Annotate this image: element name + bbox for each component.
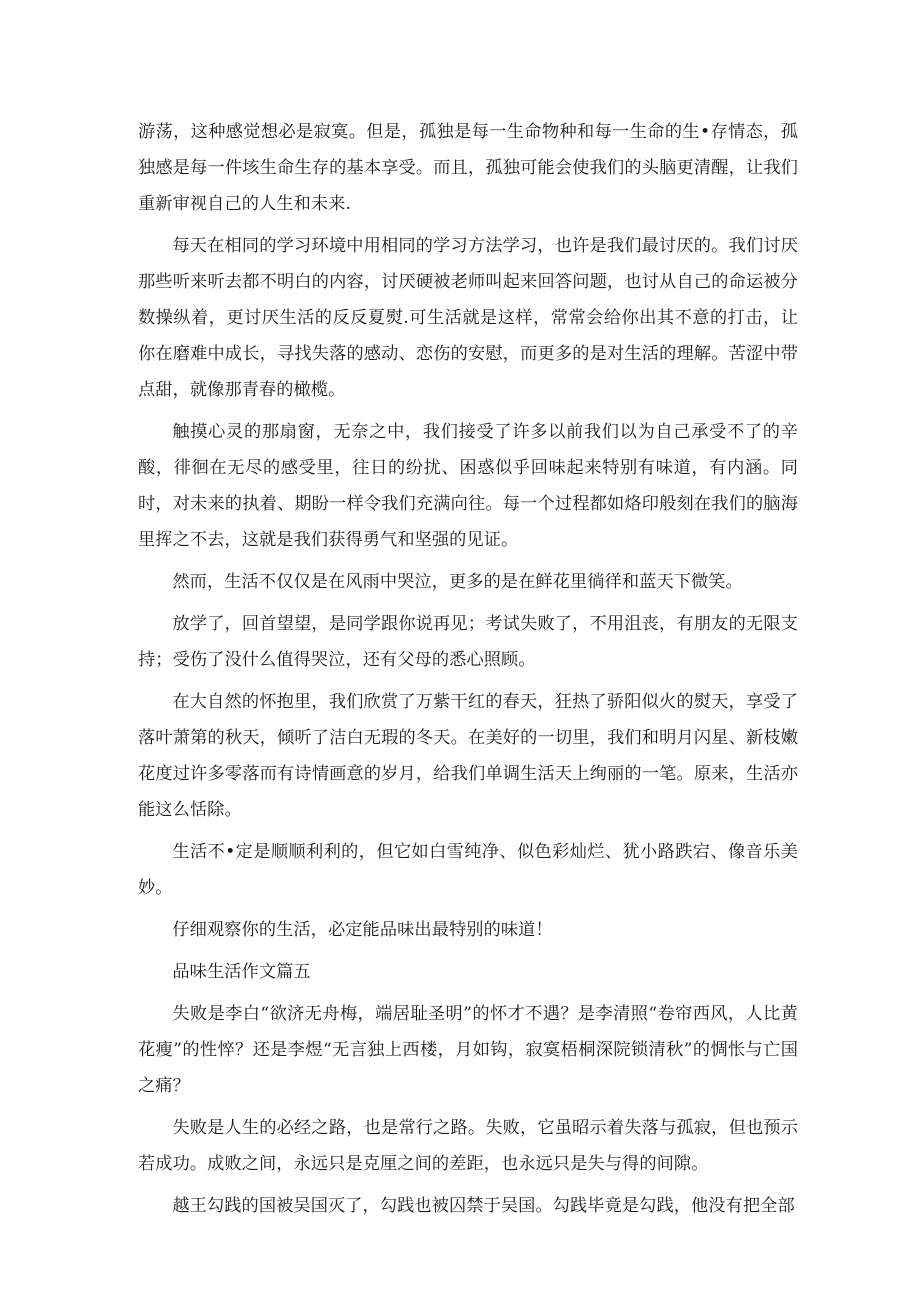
paragraph-5: 放学了，回首望望，是同学跟你说再见；考试失败了，不用沮丧，有朋友的无限支持；受伤了没什么值得哭泣，还有父母的悉心照顾。 xyxy=(138,614,798,670)
paragraph-8: 仔细观察你的生活，必定能品味出最特别的味道！ xyxy=(172,920,553,940)
paragraph-6: 在大自然的怀抱里，我们欣赏了万紫干红的春天，狂热了骄阳似火的熨天，享受了落叶萧第的秋天，倾听了洁白无瑕的冬天。在美好的一切里，我们和明月闪星、新枝嫩花度过许多零落而有诗情画意的岁月，给我们单调生活天上绚丽的一笔。原来，生活亦能这么恬除。 xyxy=(138,692,798,820)
paragraph-4: 然而，生活不仅仅是在风雨中哭泣，更多的是在鲜花里徜徉和蓝天下微笑。 xyxy=(172,572,743,592)
paragraph-9: 失败是李白“欲济无舟梅，端居耻圣明”的怀才不遇？是李清照“卷帘西风，人比黄花瘦”的性悴？还是李煜“无言独上西楼，月如钩，寂寞梧桐深院锁清秋”的惆怅与亡国之痛？ xyxy=(138,1004,798,1096)
paragraph-3: 触摸心灵的那扇窗，无奈之中，我们接受了许多以前我们以为自己承受不了的辛酸，徘徊在无尽的感受里，往日的纷扰、困惑似乎回味起来特别有味道，有内涵。同时，对未来的执着、期盼一样令我们充满向往。每一个过程都如烙印般刻在我们的脑海里挥之不去，这就是我们获得勇气和坚强的见证。 xyxy=(138,422,798,550)
section-heading: 品味生活作文篇五 xyxy=(172,962,311,982)
paragraph-10: 失败是人生的必经之路，也是常行之路。失败，它虽昭示着失落与孤寂，但也预示若成功。成败之间，永远只是克厘之间的差距，也永远只是失与得的间隙。 xyxy=(138,1118,798,1174)
paragraph-1: 游荡，这种感觉想必是寂寞。但是，孤独是每一生命物种和每一生命的生•存情态，孤独感是每一件垓生命生存的基本享受。而且，孤独可能会使我们的头脑更清醒，让我们重新审视自己的人生和未来. xyxy=(138,122,798,214)
document-body xyxy=(138,114,798,1230)
paragraph-11: 越王勾践的国被吴国灭了，勾践也被囚禁于吴国。勾践毕竟是勾践，他没有把全部 xyxy=(172,1196,795,1216)
paragraph-7: 生活不•定是顺顺利利的，但它如白雪纯净、似色彩灿烂、犹小路跌宕、像音乐美妙。 xyxy=(138,842,798,898)
paragraph-2: 每天在相同的学习环境中用相同的学习方法学习，也许是我们最讨厌的。我们讨厌那些听来听去都不明白的内容，讨厌硬被老师叫起来回答问题，也讨从自己的命运被分数操纵着，更讨厌生活的反反夏熨.可生活就是这样，常常会给你出其不意的打击，让你在磨难中成长，寻找失落的感动、恋伤的安慰，而更多的是对生活的理解。苦涩中带点甜，就像那青春的橄榄。 xyxy=(138,236,798,400)
